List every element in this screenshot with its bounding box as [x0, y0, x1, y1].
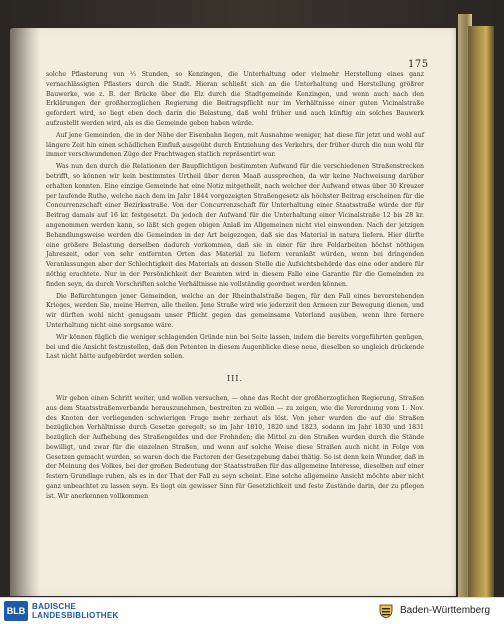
state-name[interactable]: Baden-Württemberg	[400, 605, 491, 616]
library-name-line1: BADISCHE	[32, 602, 77, 611]
paragraph: Auf jene Gemeinden, die in der Nähe der Eisenbahn liegen, mit Ausnahme weniger, hat diese für jetzt und wohl auf längere Zeit hin einen schädlichen Einfluß ausgeübt durch Entziehung des Verkehrs, der früher durch die nun wohl für immer verschwundenen Züge der Frachtwagen statlich repräsentirt war.	[46, 131, 424, 159]
library-name-line2: LANDESBIBLIOTHEK	[32, 611, 119, 620]
book-cover-board	[468, 26, 494, 597]
section-heading: III.	[226, 374, 244, 384]
paragraph: solche Pflasterung von ²⁄₃ Stunden, so Kenzingen, die Unterhaltung oder vielmehr Herstellung eines ganz vernachlässigten Pflasters durch die Stadt. Hieran schließt sich an die Unterhaltung und Herstellung größrer Bauwerke, wie z. B. der Brücke über die Elz durch die Stadtgemeinde Kenzingen, und wenn auch nach den Erklärungen der großherzoglichen Regierung die Beitragspflicht nur im Verhältnisse einer guten Vicinalstraße gefordert wird, so liegt eben doch darin die Belastung, daß wohl früher und auch künftig ein solches Bauwerk aufzustellt werden wird, als es die Gemeinde geben haben würde.	[46, 71, 424, 127]
crest-icon	[378, 603, 394, 619]
paragraph: Wir geben einen Schritt weiter, und wollen versuchen, — ohne das Recht der großherzoglichen Regierung, Straßen aus dem Staatsstraßenverbande herauszunehmen, bestreiten zu wollen — zu zeigen, wie die Verordnung vom 1. Nov. des Knoten der vorliegenden schwierigen Frage mehr zerhaut als löst. Von jeher wurden die auf die Straßen bezüglichen Verhältnisse durch Gesetze geregelt; so im Jahr 1810, 1820 und 1823, sodann im Jahr 1830 und 1831 bezüglich der Aufhebung des Straßengeldes und der Frohnden; die Mittel zu den Straßen wurden durch die Stände bewilligt, und zwar für die einzelnen Straßen, und wenn auf solche Weise diese Straßen auch nicht in Folge von Gesetzen gemacht wurden, so waren doch die Factoren der Gesetzgebung dabei thätig. So ist denn kein Wunder, daß in der Meinung des Volkes, bei der großen Bedeutung der Staatsstraßen für das allgemeine Interesse, dieselben auf einer festern Grundlage ruhen, als es in der That der Fall zu seyn scheint. Eine solche allgemeine Ansicht möchte aber nicht ganz unbeachtet zu lassen seyn. Es liegt ein gewisser Sinn für Gesetzlichkeit und feste Zustände darin, der zu pflegen ist. Wir anerkennen vollkommen	[46, 394, 424, 500]
library-name[interactable]	[32, 602, 119, 620]
page-number: 175	[408, 59, 429, 70]
blb-logo[interactable]: BLB	[4, 601, 28, 621]
paragraph: Die Befürchtungen jener Gemeinden, welche an der Rheinthalstraße liegen, für den Fall eines bevorstehenden Krieges, werden Sie, meine Herren, alle theilen. Jene Straße wird wie jederzeit den Armeen zur Bewegung dienen, und wir dürften wohl nicht genugsam unser Pflicht gegen das gemeinsame Vaterland ausüben, wenn ihre fernere Unterhaltung nicht eine sorgsame wäre.	[46, 292, 424, 329]
paragraph: Wir können füglich die weniger schlagenden Gründe nun bei Seite lassen, indem die bereits vorgeführten genügen, bei und die Ansicht festzustellen, daß den Petenten in diesem Augenblicke diese neue, dieselben so ungleich drückende Last nicht hätte aufgebürdet werden sollen.	[46, 333, 424, 361]
paragraph: Was nun den durch die Relationen der Baupflichtigen bestimmten Aufwand für die verschiedenen Straßenstrecken betrifft, so können wir kein bestimmtes Urtheil über deren Maaß aussprechen, da wir keine Nachweisung darüber erhalten konnten. Eine einzige Gemeinde hat eine Notiz mitgetheilt, nach welcher der Aufwand etwas über 30 Kreuzer per laufende Ruthe, welche nach dem im Jahr 1844 vorgezeigten Straßengesetz als höchster Beitrag erscheinen für die Concurrenzschaft einer Bezirksstraße. Von der Concurrenzschaft für Unterhaltung einer Staatsstraße würde der für Beitrag damals auf 16 kr. festgesetzt. Da jedoch der Aufwand für die Unterhaltung einer Vicinalstraße 12 bis 28 kr. angenommen werden kann, so läßt sich gegen obigen Anlaß im Allgemeinen nicht viel einwenden. Nach der jetzigen Behandlungsweise werden die Gemeinden in der Art beigezogen, daß sie das Material in natura liefern. Hier dürfte eine größere Belastung derselben dadurch vorkommen, daß sie in einer für ihre Feldarbeiten höchst nöthigen Jahreszeit, oder von sehr entfernten Orten das Material zu liefern veranlaßt würden, wenn bei dringenden Veranlassungen aber der Schlechtigkeit des Materials an dessen Stelle die Aufsichtsbehörde das eine oder andere für nöthig erachtete. Nur in der Persönlichkeit der Beamten wird in diesem Falle eine Garantie für die Gemeinden zu finden seyn, da durch Vorschriften solche Verhältnisse nie vollständig geordnet werden können.	[46, 163, 424, 288]
page-text	[46, 70, 424, 502]
spine-shadow	[10, 28, 40, 596]
footer-bar	[0, 597, 504, 624]
